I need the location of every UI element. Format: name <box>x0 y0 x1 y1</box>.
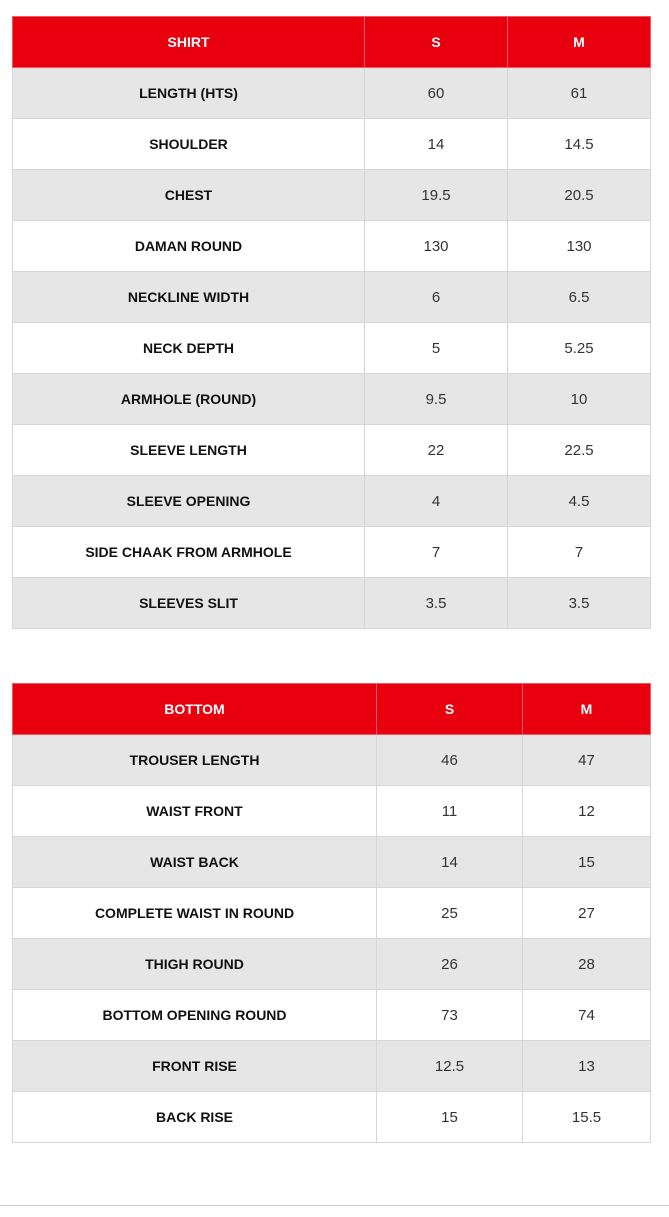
size-s-value: 12.5 <box>377 1041 523 1092</box>
table-row <box>13 837 651 888</box>
size-m-value: 4.5 <box>508 476 651 527</box>
table-row <box>13 888 651 939</box>
size-m-value: 20.5 <box>508 170 651 221</box>
shirt-size-table <box>12 16 651 629</box>
size-m-value: 12 <box>523 786 651 837</box>
size-s-value: 14 <box>377 837 523 888</box>
size-m-value: 14.5 <box>508 119 651 170</box>
size-m-value: 22.5 <box>508 425 651 476</box>
column-header-garment: SHIRT <box>13 17 365 68</box>
size-s-value: 19.5 <box>365 170 508 221</box>
measurement-label: WAIST FRONT <box>13 786 377 837</box>
measurement-label: WAIST BACK <box>13 837 377 888</box>
size-m-value: 15.5 <box>523 1092 651 1143</box>
size-s-value: 3.5 <box>365 578 508 629</box>
size-s-value: 15 <box>377 1092 523 1143</box>
column-header-garment: BOTTOM <box>13 684 377 735</box>
measurement-label: BOTTOM OPENING ROUND <box>13 990 377 1041</box>
measurement-label: COMPLETE WAIST IN ROUND <box>13 888 377 939</box>
table-row <box>13 939 651 990</box>
measurement-label: SLEEVE LENGTH <box>13 425 365 476</box>
size-s-value: 5 <box>365 323 508 374</box>
size-m-value: 27 <box>523 888 651 939</box>
size-s-value: 73 <box>377 990 523 1041</box>
column-header-size-m: M <box>508 17 651 68</box>
table-row <box>13 990 651 1041</box>
table-row <box>13 221 651 272</box>
size-s-value: 26 <box>377 939 523 990</box>
table-row <box>13 170 651 221</box>
table-row <box>13 374 651 425</box>
size-m-value: 15 <box>523 837 651 888</box>
size-m-value: 5.25 <box>508 323 651 374</box>
table-row <box>13 68 651 119</box>
measurement-label: NECKLINE WIDTH <box>13 272 365 323</box>
size-m-value: 13 <box>523 1041 651 1092</box>
page-divider <box>0 1205 669 1206</box>
size-m-value: 28 <box>523 939 651 990</box>
size-m-value: 7 <box>508 527 651 578</box>
table-row <box>13 578 651 629</box>
measurement-label: ARMHOLE (ROUND) <box>13 374 365 425</box>
table-row <box>13 1092 651 1143</box>
size-s-value: 25 <box>377 888 523 939</box>
table-row <box>13 527 651 578</box>
column-header-size-m: M <box>523 684 651 735</box>
size-s-value: 6 <box>365 272 508 323</box>
size-m-value: 3.5 <box>508 578 651 629</box>
size-s-value: 4 <box>365 476 508 527</box>
measurement-label: FRONT RISE <box>13 1041 377 1092</box>
size-s-value: 46 <box>377 735 523 786</box>
measurement-label: TROUSER LENGTH <box>13 735 377 786</box>
size-m-value: 74 <box>523 990 651 1041</box>
table-row <box>13 425 651 476</box>
measurement-label: CHEST <box>13 170 365 221</box>
size-m-value: 61 <box>508 68 651 119</box>
table-row <box>13 735 651 786</box>
size-m-value: 47 <box>523 735 651 786</box>
table-header-row <box>13 17 651 68</box>
table-row <box>13 476 651 527</box>
measurement-label: BACK RISE <box>13 1092 377 1143</box>
size-s-value: 60 <box>365 68 508 119</box>
measurement-label: SIDE CHAAK FROM ARMHOLE <box>13 527 365 578</box>
measurement-label: DAMAN ROUND <box>13 221 365 272</box>
size-m-value: 10 <box>508 374 651 425</box>
size-s-value: 9.5 <box>365 374 508 425</box>
size-s-value: 11 <box>377 786 523 837</box>
measurement-label: THIGH ROUND <box>13 939 377 990</box>
measurement-label: NECK DEPTH <box>13 323 365 374</box>
table-row <box>13 272 651 323</box>
measurement-label: SHOULDER <box>13 119 365 170</box>
table-row <box>13 1041 651 1092</box>
size-m-value: 130 <box>508 221 651 272</box>
size-s-value: 130 <box>365 221 508 272</box>
size-s-value: 14 <box>365 119 508 170</box>
bottom-size-table <box>12 683 651 1143</box>
size-s-value: 22 <box>365 425 508 476</box>
column-header-size-s: S <box>377 684 523 735</box>
column-header-size-s: S <box>365 17 508 68</box>
table-row <box>13 786 651 837</box>
measurement-label: LENGTH (HTS) <box>13 68 365 119</box>
measurement-label: SLEEVES SLIT <box>13 578 365 629</box>
table-row <box>13 119 651 170</box>
size-s-value: 7 <box>365 527 508 578</box>
table-row <box>13 323 651 374</box>
measurement-label: SLEEVE OPENING <box>13 476 365 527</box>
size-m-value: 6.5 <box>508 272 651 323</box>
table-header-row <box>13 684 651 735</box>
